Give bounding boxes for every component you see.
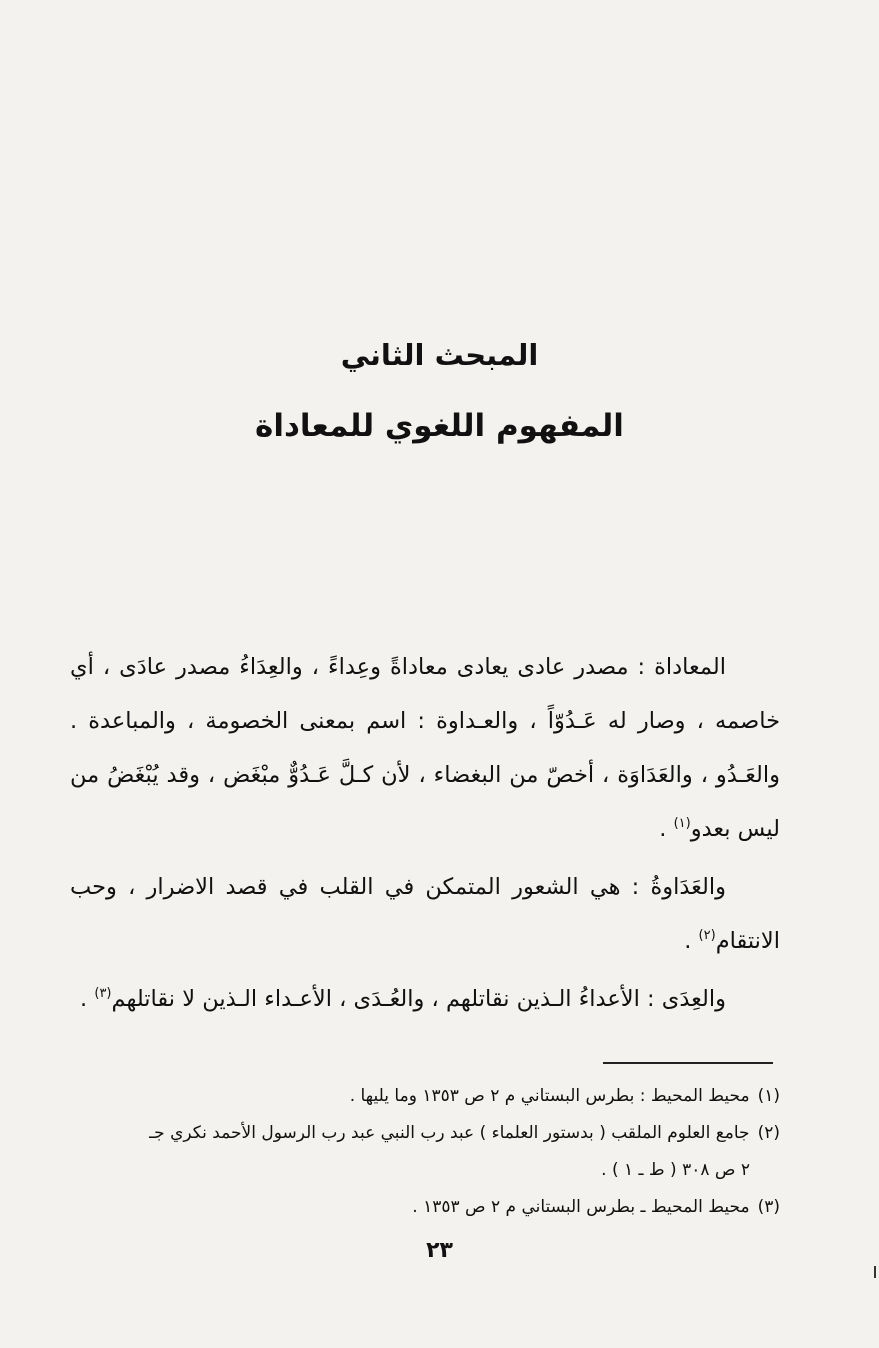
paragraph [70,860,780,968]
section-heading: المبحث الثاني [340,338,539,372]
paragraph-text: والعِدَى : الأعداءُ الـذين نقاتلهم ، والعُـدَى ، الأعـداء الـذين لا نقاتلهم [111,986,726,1012]
section-title: المفهوم اللغوي للمعاداة [255,408,624,444]
footnote-ref[interactable]: (١) [673,816,691,831]
scan-edge-mark [874,1266,876,1278]
paragraph-tail: . [659,816,674,842]
footnote-text: جامع العلوم الملقب ( بدستور العلماء ) عبد رب النبي عبد رب الرسول الأحمد نكري جـ [149,1123,750,1143]
paragraph [70,972,780,1026]
footnote [70,1189,780,1226]
footnote-separator [603,1062,773,1064]
paragraph [70,640,780,856]
footnote-continuation: ٢ ص ٣٠٨ ( ط ـ ١ ) . [601,1160,750,1180]
page-number: ٢٣ [426,1238,453,1263]
footnotes [70,1078,780,1226]
paragraph-text: المعاداة : مصدر عادى يعادى معاداةً وعِداءً ، والعِدَاءُ مصدر عادَى ، أي خاصمه ، وصار له عَـدُوّاً ، والعـداوة : اسم بمعنى الخصومة ، والمباعدة . والعَـدُو ، والعَدَاوَة ، أخصّ من البغضاء ، لأن كـلَّ عَـدُوٌّ مبْغَض ، وقد يُبْغَضُ من ليس بعدو [70,654,780,842]
footnote-number: (٣) [757,1197,780,1217]
footnote-ref[interactable]: (٣) [94,986,112,1001]
footnote-text: محيط المحيط ـ بطرس البستاني م ٢ ص ١٣٥٣ . [412,1197,750,1217]
paragraph-tail: . [684,928,699,954]
footnote-number: (١) [757,1086,780,1106]
footnote-number: (٢) [757,1123,780,1143]
footnote-ref[interactable]: (٢) [698,928,716,943]
body-text [70,640,780,1030]
paragraph-tail: . [80,986,95,1012]
footnote-text: محيط المحيط : بطرس البستاني م ٢ ص ١٣٥٣ وما يليها . [349,1086,750,1106]
paragraph-text: والعَدَاوةُ : هي الشعور المتمكن في القلب في قصد الاضرار ، وحب الانتقام [70,874,780,954]
footnote [70,1078,780,1115]
footnote [70,1115,780,1152]
